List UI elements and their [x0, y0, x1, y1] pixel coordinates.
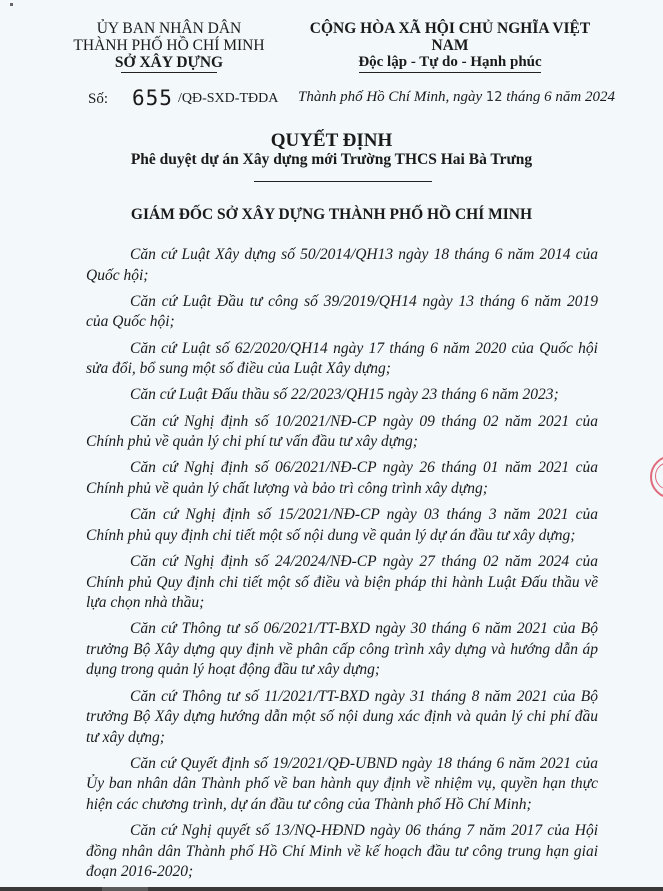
place-date-suffix: tháng 6 năm 2024	[506, 89, 615, 105]
agency-underline	[121, 72, 217, 73]
title-divider	[254, 181, 432, 182]
legal-basis-item: Căn cứ Thông tư số 11/2021/TT-BXD ngày 31 tháng 8 năm 2021 của Bộ trưởng Bộ Xây dựng hướng dẫn một số nội dung xác định và quản lý chi phí đầu tư xây dựng;	[86, 687, 598, 746]
legal-basis-item: Căn cứ Luật Xây dựng số 50/2014/QH13 ngày 18 tháng 6 năm 2014 của Quốc hội;	[86, 246, 598, 284]
issuing-agency-header	[64, 20, 274, 73]
place-date-prefix: Thành phố Hồ Chí Minh, ngày	[298, 89, 483, 105]
legal-basis-item: Căn cứ Quyết định số 19/2021/QĐ-UBND ngày 18 tháng 6 năm 2021 của Ủy ban nhân dân Thành phố về ban hành quy định về nhiệm vụ, quyền hạn thực hiện các chương trình, dự án đầu tư công của Thành phố Hồ Chí Minh;	[86, 754, 598, 813]
handwritten-day: 12	[485, 90, 503, 105]
legal-basis-item: Căn cứ Luật Đầu tư công số 39/2019/QH14 ngày 13 tháng 6 năm 2019 của Quốc hội;	[86, 292, 598, 331]
legal-bases	[86, 245, 598, 889]
legal-basis-item: Căn cứ Nghị định số 24/2024/NĐ-CP ngày 27 tháng 02 năm 2024 của Chính phủ Quy định chi tiết một số điều và biện pháp thi hành Luật Đấu thầu về lựa chọn nhà thầu;	[86, 553, 598, 612]
place-and-date	[298, 89, 615, 106]
document-title: QUYẾT ĐỊNH	[270, 130, 393, 151]
document-number-row	[88, 86, 615, 110]
agency-line-3: SỞ XÂY DỰNG	[114, 54, 224, 71]
national-motto: Độc lập - Tự do - Hạnh phúc	[358, 54, 542, 70]
legal-basis-item: Căn cứ Nghị định số 15/2021/NĐ-CP ngày 03 tháng 3 năm 2021 của Chính phủ quy định chi tiết một số nội dung về quản lý dự án đầu tư xây dựng;	[86, 506, 598, 544]
agency-line-2: THÀNH PHỐ HỒ CHÍ MINH	[73, 37, 265, 54]
bottom-edge-segment	[102, 887, 148, 891]
legal-basis-item: Căn cứ Nghị quyết số 13/NQ-HĐND ngày 06 tháng 7 năm 2017 của Hội đồng nhân dân Thành phố Hồ Chí Minh về kế hoạch đầu tư công trung hạn giai đoạn 2016-2020;	[86, 822, 598, 881]
national-header	[290, 20, 610, 73]
number-label: Số:	[88, 91, 109, 107]
motto-underline	[359, 72, 541, 73]
document-subtitle: Phê duyệt dự án Xây dựng mới Trường THCS Hai Bà Trưng	[130, 151, 533, 168]
document-number: 655	[132, 86, 173, 110]
bottom-edge-bar	[0, 887, 663, 891]
national-title: CỘNG HÒA XÃ HỘI CHỦ NGHĨA VIỆT NAM	[309, 20, 591, 54]
agency-line-1: ỦY BAN NHÂN DÂN	[96, 20, 242, 37]
legal-basis-item: Căn cứ Nghị định số 06/2021/NĐ-CP ngày 26 tháng 01 năm 2021 của Chính phủ về quản lý chất lượng và bảo trì công trình xây dựng;	[86, 459, 598, 497]
document-number-suffix: /QĐ-SXD-TĐDA	[178, 91, 279, 106]
issuer-heading: GIÁM ĐỐC SỞ XÂY DỰNG THÀNH PHỐ HỒ CHÍ MINH	[130, 206, 533, 223]
legal-basis-item: Căn cứ Nghị định số 10/2021/NĐ-CP ngày 09 tháng 02 năm 2021 của Chính phủ về quản lý chi phí tư vấn đầu tư xây dựng;	[86, 412, 598, 451]
legal-basis-item: Căn cứ Thông tư số 06/2021/TT-BXD ngày 30 tháng 6 năm 2021 của Bộ trưởng Bộ Xây dựng quy định về phân cấp công trình xây dựng và hướng dẫn áp dụng trong quản lý hoạt động đầu tư xây dựng;	[86, 620, 598, 679]
legal-basis-item: Căn cứ Luật Đấu thầu số 22/2023/QH15 ngày 23 tháng 6 năm 2023;	[130, 386, 559, 404]
legal-basis-item: Căn cứ Luật số 62/2020/QH14 ngày 17 tháng 6 năm 2020 của Quốc hội sửa đổi, bổ sung một số điều của Luật Xây dựng;	[86, 339, 598, 378]
scan-artifact	[10, 3, 13, 6]
